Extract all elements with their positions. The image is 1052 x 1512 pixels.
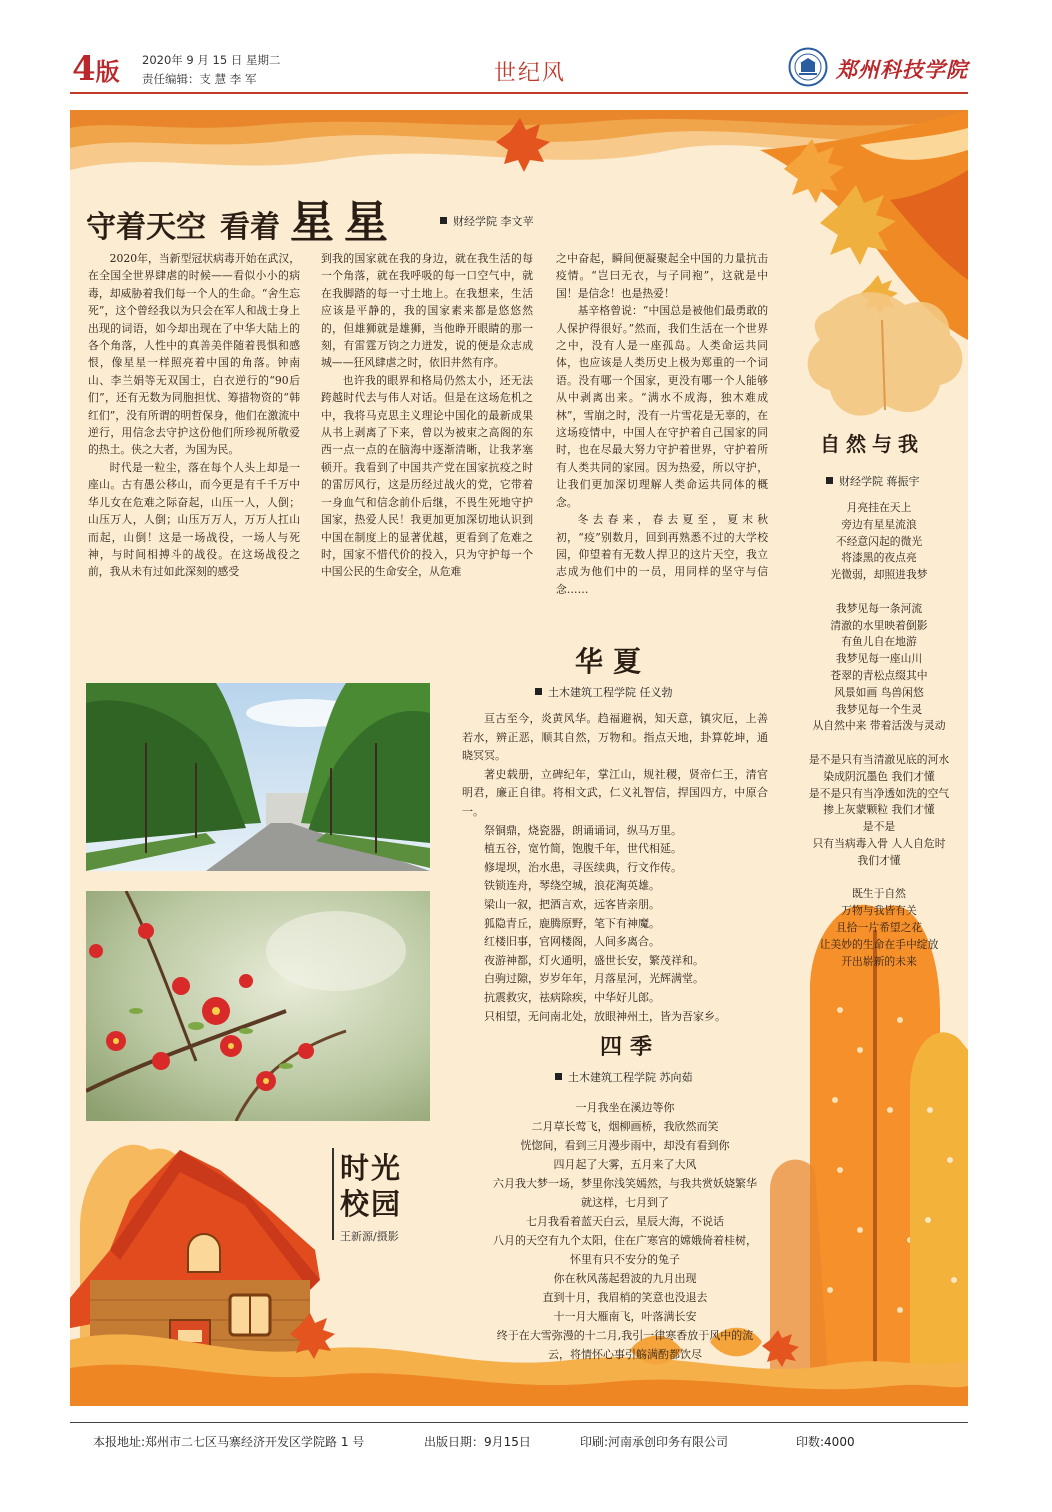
verse-line: 白驹过隙，岁岁年年，月落星河，光辉满堂。 [484, 972, 704, 986]
verse-line: 祭铜鼎，烧瓷器，朗诵诵词，纵马万里。 [484, 823, 682, 837]
paragraph: 冬去春来，春去夏至，夏末秋初，“疫”别数月，回到再熟悉不过的大学校园，仰望着有无数人捍卫的这片天空，我立志成为他们中的一员，用同样的坚守与信念…… [556, 513, 768, 596]
edition-number: 4版 [72, 49, 120, 89]
verse-line: 旁边有星星流浪 [841, 517, 917, 531]
article-seasons-body [462, 1098, 788, 1364]
photo-feature-title-line: 校园 [340, 1187, 403, 1221]
verse-line: 清澈的水里映着倒影 [830, 618, 928, 632]
article-star-column-2 [321, 250, 533, 640]
stanza-gap [786, 735, 972, 752]
verse-line: 掺上灰蒙颗粒 我们才懂 [823, 803, 935, 817]
header-divider [70, 92, 968, 94]
verse-line: 我梦见每一个生灵 [835, 702, 923, 716]
verse-line: 不经意闪起的微光 [835, 534, 923, 548]
footer-divider [70, 1422, 968, 1423]
paragraph: 到我的国家就在我的身边，就在我生活的每一个角落，就在我呼吸的每一口空气中，就在我脚踏的每一寸土地上。在我想来，生活应该是平静的，我的国家素来都是悠悠然的，但雄狮就是雄狮，当他睁开眼睛的那一刻，有雷霆万钧之力迸发，说的便是众志成城——狂风肆虐之时，依旧井然有序。 [321, 252, 533, 370]
edition-suffix: 版 [95, 57, 120, 86]
verse-line: 红楼旧事，官网楼阁，人间多离合。 [484, 935, 660, 949]
paragraph: 著史载册，立碑纪年，掌江山，规社稷，贤帝仁王，清官明君，廉正自律。将相文武，仁义礼智信，捍国四方，中原合一。 [462, 767, 768, 818]
article-huaxia-body [462, 710, 768, 1026]
footer-printer: 印刷:河南承创印务有限公司 [580, 1435, 729, 1449]
footer-address: 本报地址:郑州市二七区马寨经济开发区学院路 1 号 [93, 1435, 365, 1449]
paragraph: 之中奋起，瞬间便凝聚起全中国的力量抗击疫情。“岂曰无衣，与子同袍”，这就是中国！是信念！也是热爱！ [556, 252, 768, 300]
verse-line: 有鱼儿自在地游 [841, 635, 917, 649]
verse-line: 终于在大雪弥漫的十二月,我引一律寒香放于风中的流 [496, 1329, 754, 1342]
verse-line: 一月我坐在溪边等你 [575, 1101, 675, 1114]
verse-line: 六月我大梦一场，梦里你浅笑嫣然，与我共赏妖娆繁华 [493, 1177, 757, 1190]
article-seasons-byline: 土木建筑工程学院 苏向茹 [555, 1069, 693, 1085]
footer-pub-date: 出版日期：9月15日 [424, 1435, 531, 1449]
verse-line: 是不是 [862, 820, 896, 834]
school-name: 郑州科技学院 [836, 57, 968, 82]
verse-line: 抗震救灾，祛病除疾，中华好儿郎。 [484, 990, 660, 1004]
column-name: 世纪风 [493, 61, 566, 86]
verse-line: 让美妙的生命在手中绽放 [819, 937, 939, 951]
verse-line: 怀里有只不安分的兔子 [570, 1253, 680, 1266]
verse-line: 七月我看着蓝天白云，星辰大海，不说话 [526, 1215, 724, 1228]
article-huaxia-byline: 土木建筑工程学院 任义勃 [535, 684, 673, 700]
article-star-column-1 [88, 250, 300, 640]
verse-line: 四月起了大雾，五月来了大风 [553, 1158, 697, 1171]
verse-line: 梁山一叙，把酒言欢，远客皆亲朋。 [484, 897, 660, 911]
byline-square-icon [440, 217, 447, 224]
article-nature-byline: 财经学院 蒋振宇 [826, 473, 920, 489]
verse-line: 二月草长莺飞，烟柳画桥，我欣然而笑 [531, 1120, 719, 1133]
footer-circulation: 印数:4000 [796, 1435, 855, 1449]
article-star-byline: 财经学院 李文苹 [440, 213, 534, 229]
verse-line: 只相望，无问南北处，放眼神州土，皆为吾家乡。 [484, 1009, 726, 1023]
verse-line: 是不是只有当净透如洗的空气 [808, 786, 950, 800]
article-star-column-3 [556, 250, 768, 640]
verse-line: 月亮挂在天上 [846, 501, 912, 514]
verse-line: 万物与我皆有关 [841, 904, 917, 918]
photo-caption-bar [332, 1148, 334, 1240]
photo-feature-title [340, 1150, 402, 1222]
verse-line: 直到十月，我眉梢的笑意也没退去 [542, 1291, 708, 1304]
article-seasons-title: 四季 [600, 1034, 661, 1060]
article-nature-title: 自然与我 [820, 432, 924, 456]
paragraph: 2020年，当新型冠状病毒开始在武汉，在全国全世界肆虐的时候——看似小小的病毒，却威胁着我们每一个人的生命。“舍生忘死”，这个曾经我以为只会在军人和战士身上出现的词语，如今却出现在了中华大陆上的各个角落，人性中的真善美伴随着畏惧和感恨，像星星一样照亮着中国的角落。钟南山、李兰娟等无双国士，白衣逆行的“90后们”，还有无数为同胞担忧、筹措物资的“韩红们”，没有所谓的明哲保身，他们在激流中逆行，用信念去守护这份他们所珍视所敬爱的热土。侠之大者，为国为民。 [88, 252, 300, 457]
byline-square-icon [826, 477, 833, 484]
byline-square-icon [535, 688, 542, 695]
verse-line: 我们才懂 [857, 853, 901, 867]
verse-line: 八月的天空有九个太阳，住在广寒宫的嫦娥倚着桂树， [493, 1234, 757, 1247]
verse-line: 十一月大雁南飞，叶落满长安 [553, 1310, 697, 1323]
verse-line: 只有当病毒入骨 人人自危时 [812, 836, 946, 850]
verse-line: 苍翠的青松点缀其中 [830, 668, 928, 682]
flowering-quince-photo [86, 891, 430, 1121]
verse-line: 将漆黑的夜点亮 [841, 551, 917, 565]
photo-feature-title-line: 时光 [340, 1151, 403, 1185]
paragraph: 基辛格曾说：“中国总是被他们最勇敢的人保护得很好。”然而，我们生活在一个世界之中，没有人是一座孤岛。人类命运共同体，也应该是人类历史上极为郑重的一个词语。没有哪一个国家，更没有哪一个人能够从中剥离出来。“满水不成海，独木难成林”，雪崩之时，没有一片雪花是无辜的，在这场疫情中，中国人在守护着自己国家的同时，也在尽最大努力守护着世界，守护着所有人类共同的家园。因为热爱，所以守护，让我们更加深切理解人类命运共同体的概念。 [556, 304, 768, 509]
verse-line: 从自然中来 带着活泼与灵动 [812, 719, 946, 733]
verse-line: 风景如画 鸟兽闲悠 [834, 685, 924, 699]
verse-line: 你在秋风荡起碧波的九月出现 [553, 1272, 697, 1285]
verse-line: 光微弱，却照进我梦 [830, 568, 928, 582]
paragraph: 时代是一粒尘，落在每个人头上却是一座山。古有愚公移山，而今更是有千千万中华儿女在危难之际奋起，山压一人，人倒；山压万人，人倒；山压万万人，万万人扛山而起，山倒！这是一场战役，一场人与死神，与时间相搏斗的战役。在这场战役之前，我从未有过如此深刻的感受 [88, 460, 300, 579]
verse-line: 就这样，七月到了 [581, 1196, 669, 1209]
verse-line: 染成阴沉墨色 我们才懂 [823, 769, 935, 783]
school-seal-icon [788, 47, 828, 87]
byline-square-icon [555, 1073, 562, 1080]
verse-line: 且拾一片希望之花 [835, 920, 923, 934]
verse-line: 开出崭新的未来 [841, 954, 917, 968]
stanza-gap [786, 584, 972, 601]
verse-line: 既生于自然 [852, 887, 906, 901]
verse-line: 是不是只有当清澈见底的河水 [808, 752, 950, 766]
page-header [0, 0, 1052, 100]
verse-line: 铁锁连舟，琴绕空城，浪花淘英雄。 [484, 879, 660, 893]
stanza-gap [786, 870, 972, 887]
article-huaxia-title: 华夏 [575, 645, 652, 678]
campus-road-photo [86, 683, 430, 871]
verse-line: 恍惚间，看到三月漫步雨中，却没有看到你 [520, 1139, 730, 1152]
issue-date: 2020年 9 月 15 日 星期二 [142, 53, 281, 67]
verse-line: 修堤坝，治水患，寻医续典，行文作传。 [484, 860, 682, 874]
verse-line: 狐隐青丘，鹿腾原野，笔下有神魔。 [484, 916, 660, 930]
paragraph: 也许我的眼界和格局仍然太小，还无法跨越时代去与伟人对话。但是在这场危机之中，我将马克思主义理论中国化的最新成果从书上剥离了下来，曾以为被束之高阁的东西一点一点的在脑海中逐渐清晰，让我茅塞顿开。我看到了中国共产党在国家抗疫之时的雷厉风行，这是历经过战火的党，它带着一身血气和信念前仆后继，不畏生死地守护国家，热爱人民！我更加更加深切地认识到中国在制度上的显著优越，更看到了危难之时，国家不惜代价的投入，只为守护每一个中国公民的生命安全，从危难 [321, 373, 533, 579]
article-nature-body [786, 500, 972, 970]
verse-line: 夜游神都，灯火通明，盛世长安，繁茂祥和。 [484, 953, 704, 967]
editors: 责任编辑：支 慧 李 军 [142, 72, 257, 86]
paragraph: 亘古至今，炎黄风华。趋福避祸，知天意，镇灾厄，上善若水，辨正恶，顺其自然，万物和。指点天地，卦算乾坤，通晓冥冥。 [462, 712, 768, 763]
verse-line: 我梦见每一条河流 [835, 601, 923, 615]
photo-credit: 王新源/摄影 [340, 1230, 399, 1243]
article-star-title: 守着天空 看着 星星 [86, 197, 398, 248]
verse-line: 我梦见每一座山川 [835, 652, 923, 666]
verse-line: 植五谷，宽竹简，饱腹千年，世代相延。 [484, 842, 682, 856]
verse-line: 云，将情怀心事引觞满酌都饮尽 [548, 1348, 702, 1361]
